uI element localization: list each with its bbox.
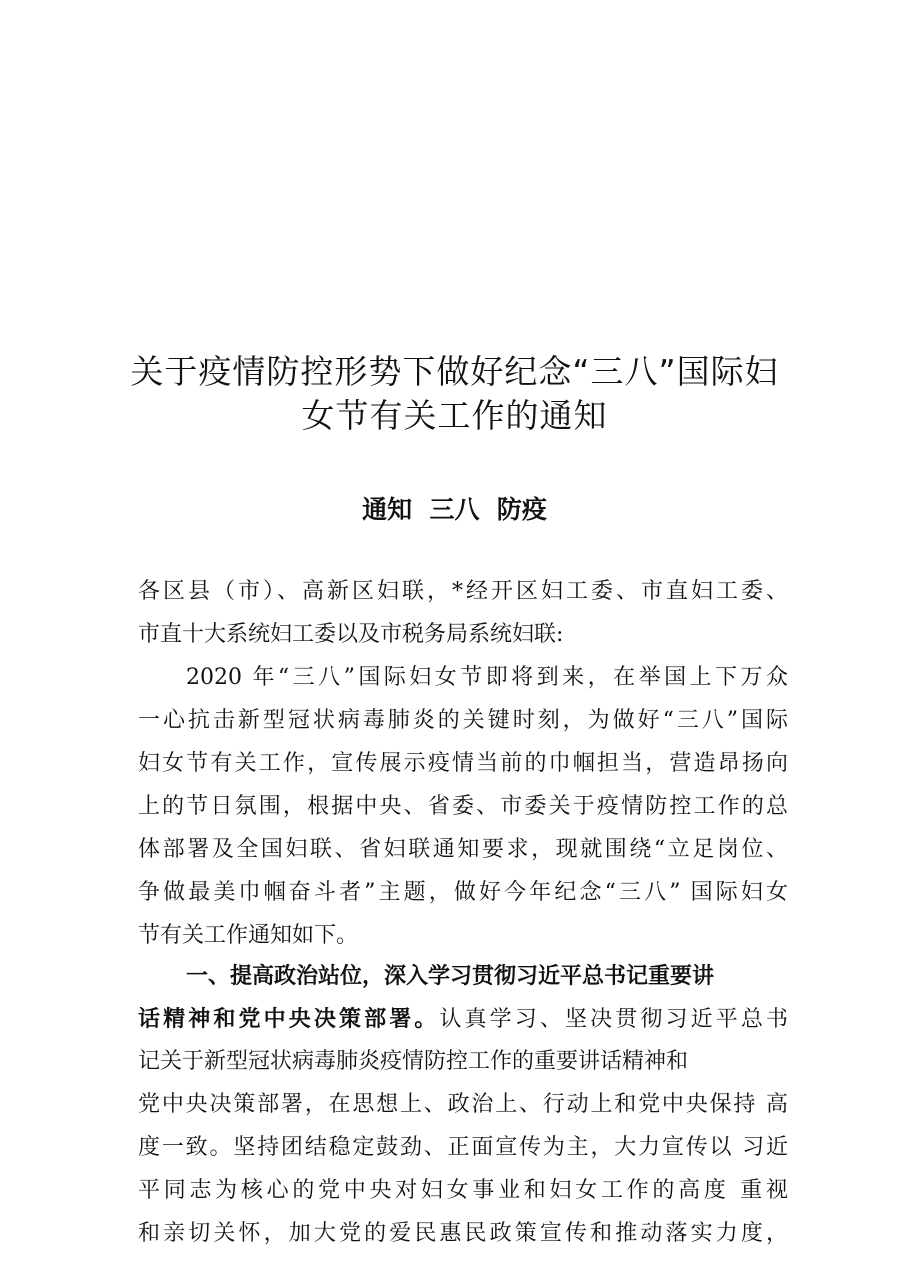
- section-1-heading: 一、提高政治站位，深入学习贯彻习近平总书记重要讲: [186, 963, 715, 989]
- section-1-line: 度一致。坚持团结稳定鼓劲、正面宣传为主，大力宣传以 习近: [138, 1135, 788, 1160]
- section-1-line: 平同志为核心的党中央对妇女事业和妇女工作的高度 重视: [138, 1178, 788, 1203]
- paragraph-line: 一心抗击新型冠状病毒肺炎的关键时刻，为做好“三八”国际: [138, 708, 788, 733]
- paragraph-line: 节有关工作通知如下。: [138, 923, 359, 948]
- paragraph-line: 2020 年“三八”国际妇女节即将到来，在举国上下万众: [186, 665, 788, 690]
- section-1-body-start: 认真学习、坚决贯彻习近平总书: [439, 1007, 788, 1032]
- section-1-line: 和亲切关怀，加大党的爱民惠民政策宣传和推动落实力度，: [138, 1221, 788, 1246]
- paragraph-line: 上的节日氛围，根据中央、省委、市委关于疫情防控工作的总: [138, 794, 788, 819]
- section-1-line: 记关于新型冠状病毒肺炎疫情防控工作的重要讲话精神和: [138, 1049, 689, 1074]
- paragraph-line: 争做最美巾帼奋斗者”主题，做好今年纪念“三八” 国际妇女: [138, 880, 788, 905]
- paragraph-line: 妇女节有关工作，宣传展示疫情当前的巾帼担当，营造昂扬向: [138, 751, 788, 776]
- salutation-line-2: 市直十大系统妇工委以及市税务局系统妇联:: [138, 622, 564, 647]
- section-1-heading-end: 话精神和党中央决策部署。: [138, 1006, 440, 1032]
- section-1-line: 党中央决策部署，在思想上、政治上、行动上和党中央保持 高: [138, 1092, 788, 1117]
- salutation-line-1: 各区县（市）、高新区妇联，*经开区妇工委、市直妇工委、: [138, 579, 788, 604]
- section-1-line: [138, 1004, 788, 1035]
- keywords: 通知 三八 防疫: [362, 495, 547, 524]
- document-title-line-2: 女节有关工作的通知: [301, 396, 608, 435]
- paragraph-line: 体部署及全国妇联、省妇联通知要求，现就围绕“立足岗位、: [138, 837, 788, 862]
- document-title-line-1: 关于疫情防控形势下做好纪念“三八”国际妇: [130, 352, 779, 391]
